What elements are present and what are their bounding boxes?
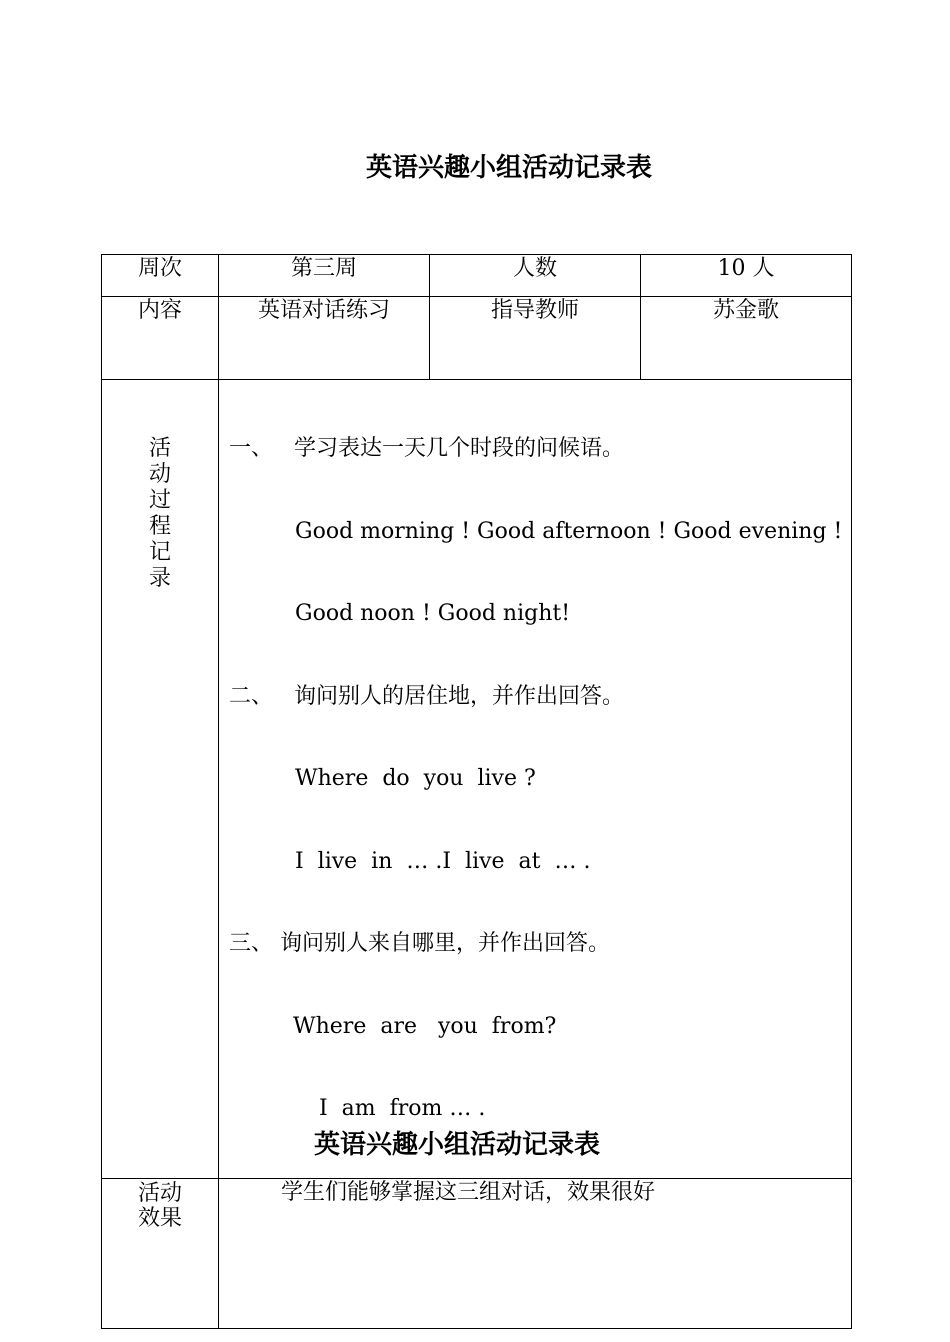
process-line: Good morning ! Good afternoon ! Good evening ! xyxy=(295,518,843,544)
teacher-value: 苏金歌 xyxy=(641,297,852,380)
process-record xyxy=(219,380,851,1178)
process-label xyxy=(147,436,173,592)
process-line: Good noon ! Good night! xyxy=(295,601,571,626)
process-label-char: 程 xyxy=(148,514,171,539)
count-value: 10 人 xyxy=(641,255,852,297)
process-heading-3: 三、 询问别人来自哪里，并作出回答。 xyxy=(229,931,610,956)
effect-label-line: 效果 xyxy=(137,1205,182,1231)
table-row xyxy=(102,380,852,1179)
content-value: 英语对话练习 xyxy=(219,297,430,380)
process-heading-1: 一、 学习表达一天几个时段的问候语。 xyxy=(229,436,624,461)
teacher-label: 指导教师 xyxy=(430,297,641,380)
effect-text: 学生们能够掌握这三组对话，效果很好 xyxy=(281,1179,656,1205)
table-row xyxy=(102,297,852,380)
process-label-char: 过 xyxy=(148,488,171,513)
effect-cell xyxy=(219,1178,852,1328)
effect-label-line: 活动 xyxy=(137,1180,182,1206)
process-label-cell xyxy=(102,380,219,1179)
effect-label xyxy=(134,1181,187,1231)
activity-record-table xyxy=(101,254,852,1329)
page-title: 英语兴趣小组活动记录表 xyxy=(366,153,653,183)
content-label: 内容 xyxy=(102,297,219,380)
count-label: 人数 xyxy=(430,255,641,297)
process-line: Where do you live ? xyxy=(295,766,536,791)
page-title-second: 英语兴趣小组活动记录表 xyxy=(314,1130,601,1160)
week-value: 第三周 xyxy=(219,255,430,297)
process-label-char: 动 xyxy=(148,462,171,487)
process-record-cell xyxy=(219,380,852,1179)
process-line: I live in … .I live at … . xyxy=(295,848,591,874)
process-line: I am from … . xyxy=(319,1096,486,1121)
process-label-char: 记 xyxy=(148,540,171,565)
table-row xyxy=(102,255,852,297)
table-row xyxy=(102,1178,852,1328)
process-line: Where are you from? xyxy=(293,1013,557,1039)
process-heading-2: 二、 询问别人的居住地，并作出回答。 xyxy=(229,683,624,709)
process-label-char: 活 xyxy=(148,436,171,461)
week-label: 周次 xyxy=(102,255,219,297)
effect-label-cell xyxy=(102,1178,219,1328)
process-label-char: 录 xyxy=(148,566,171,591)
